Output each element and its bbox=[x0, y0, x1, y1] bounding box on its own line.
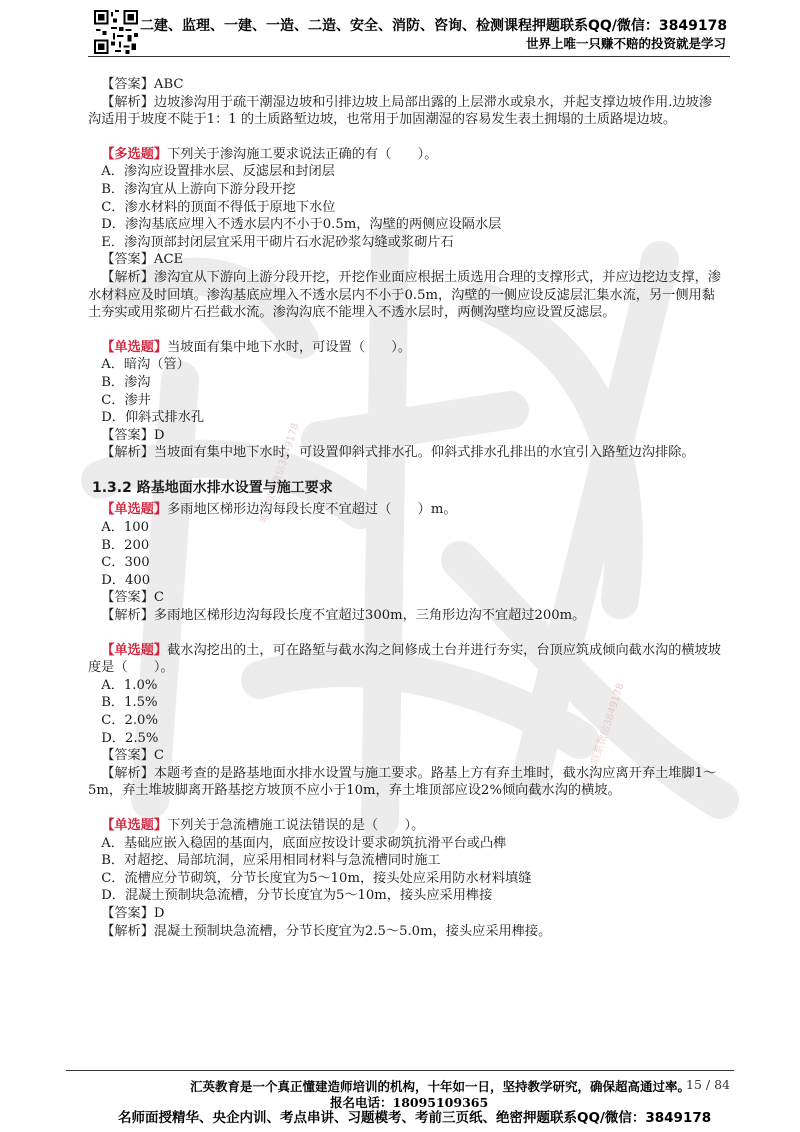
question-text: 多雨地区梯形边沟每段长度不宜超过（ ）m。 bbox=[167, 502, 457, 518]
option-a: A．暗沟（管） bbox=[101, 357, 190, 373]
option-c: C．300 bbox=[101, 555, 150, 571]
option-b: B．渗沟 bbox=[101, 374, 151, 390]
answer-text: 【答案】ABC bbox=[101, 77, 184, 92]
question-stem bbox=[88, 146, 724, 164]
header-slogan: 世界上唯一只赚不赔的投资就是学习 bbox=[525, 36, 726, 51]
watermark-text: 唯一联系微信3849178 bbox=[583, 681, 627, 785]
question-type-tag: 【单选题】 bbox=[101, 817, 168, 833]
option-a: A．渗沟应设置排水层、反滤层和封闭层 bbox=[101, 164, 335, 180]
option-c: C．流槽应分节砌筑，分节长度宜为5～10m，接头处应采用防水材料填缝 bbox=[101, 870, 532, 886]
analysis-text: 【解析】混凝土预制块急流槽，分节长度宜为2.5～5.0m，接头应采用榫接。 bbox=[101, 923, 552, 939]
option-b: B．渗沟宜从上游向下游分段开挖 bbox=[101, 181, 296, 197]
page-number: 15 / 84 bbox=[686, 1077, 730, 1092]
answer-block-previous bbox=[88, 76, 724, 129]
question-type-tag: 【单选题】 bbox=[101, 642, 168, 658]
option-a: A．1.0% bbox=[101, 677, 158, 693]
question-type-tag: 【单选题】 bbox=[101, 339, 168, 355]
analysis-text: 【解析】渗沟宜从下游向上游分段开挖，开挖作业面应根据土质选用合理的支撑形式，并应边挖边支撑，渗水材料应及时回填。渗沟基底应埋入不透水层内不小于0.5m，沟壁的一侧应设反滤层汇集水流，另一侧用黏土夯实或用浆砌片石拦截水流。渗沟沟底不能埋入不透水层时，两侧沟壁均应设置反滤层。 bbox=[88, 269, 721, 321]
analysis-text: 【解析】多雨地区梯形边沟每段长度不宜超过300m，三角形边沟不宜超过200m。 bbox=[101, 608, 586, 624]
option-b: B．200 bbox=[101, 537, 150, 553]
footer-intro-text: 汇英教育是一个真正懂建造师培训的机构，十年如一日，坚持教学研究，确保超高通过率。 bbox=[190, 1079, 691, 1094]
question-type-tag: 【单选题】 bbox=[101, 502, 168, 518]
footer-phone: 报名电话：18095109365 bbox=[330, 1095, 489, 1110]
answer-text: 【答案】D bbox=[101, 427, 165, 443]
footer-divider bbox=[66, 1070, 734, 1071]
question-1 bbox=[88, 146, 724, 322]
option-a: A．100 bbox=[101, 520, 150, 536]
question-4 bbox=[88, 642, 724, 800]
section-heading: 1.3.2 路基地面水排水设置与施工要求 bbox=[92, 479, 333, 496]
qr-code-icon bbox=[94, 10, 138, 54]
option-c: C．渗井 bbox=[101, 392, 151, 408]
answer-text: 【答案】D bbox=[101, 905, 165, 921]
page-content bbox=[88, 76, 724, 940]
question-type-tag: 【多选题】 bbox=[101, 146, 168, 162]
question-stem bbox=[88, 642, 724, 677]
option-a: A．基础应嵌入稳固的基面内，底面应按设计要求砌筑抗滑平台或凸榫 bbox=[101, 835, 507, 851]
option-b: B．1.5% bbox=[101, 695, 158, 711]
question-text: 当坡面有集中地下水时，可设置（ ）。 bbox=[167, 339, 412, 355]
option-d: D．400 bbox=[101, 572, 151, 588]
question-text: 截水沟挖出的土，可在路堑与截水沟之间修成土台并进行夯实，台顶应筑成倾向截水沟的横坡坡度是（ ）。 bbox=[88, 642, 721, 676]
question-stem bbox=[88, 339, 724, 357]
option-d: D．2.5% bbox=[101, 730, 159, 746]
question-text: 下列关于渗沟施工要求说法正确的有（ ）。 bbox=[167, 146, 438, 162]
analysis-text: 【解析】边坡渗沟用于疏干潮湿边坡和引排边坡上局部出露的上层滞水或泉水，并起支撑边坡作用.边坡渗沟适用于坡度不陡于1：1 的土质路堑边坡，也常用于加固潮湿的容易发生表土拥塌的土质路堤边坡。 bbox=[88, 94, 713, 128]
option-d: D．渗沟基底应埋入不透水层内不小于0.5m，沟壁的两侧应设隔水层 bbox=[101, 217, 502, 233]
option-c: C．渗水材料的顶面不得低于原地下水位 bbox=[101, 199, 336, 215]
header-divider bbox=[88, 56, 730, 57]
answer-text: 【答案】ACE bbox=[101, 252, 184, 268]
option-d: D．混凝土预制块急流槽，分节长度宜为5～10m，接头应采用榫接 bbox=[101, 888, 493, 904]
question-5 bbox=[88, 817, 724, 940]
answer-text: 【答案】C bbox=[101, 748, 165, 764]
header-promo-text: 二建、监理、一建、一造、二造、安全、消防、咨询、检测课程押题联系QQ/微信：3849178 bbox=[140, 18, 728, 34]
question-stem bbox=[88, 501, 724, 519]
option-c: C．2.0% bbox=[101, 713, 158, 728]
question-stem bbox=[88, 817, 724, 835]
page-header bbox=[0, 0, 800, 64]
question-2 bbox=[88, 339, 724, 462]
option-e: E．渗沟顶部封闭层宜采用干砌片石水泥砂浆勾缝或浆砌片石 bbox=[101, 234, 454, 250]
question-text: 下列关于急流槽施工说法错误的是（ ）。 bbox=[167, 817, 425, 833]
analysis-text: 【解析】本题考查的是路基地面水排水设置与施工要求。路基上方有弃土堆时，截水沟应离开弃土堆脚1～5m，弃土堆坡脚离开路基挖方坡顶不应小于10m，弃土堆顶部应设2%倾向截水沟的横坡。 bbox=[88, 765, 717, 799]
question-3 bbox=[88, 501, 724, 624]
answer-text: 【答案】C bbox=[101, 590, 165, 606]
option-d: D．仰斜式排水孔 bbox=[101, 410, 205, 426]
analysis-text: 【解析】当坡面有集中地下水时，可设置仰斜式排水孔。仰斜式排水孔排出的水宜引入路堑边沟排除。 bbox=[101, 445, 695, 461]
footer-promo-text: 名师面授精华、央企内训、考点串讲、习题模考、考前三页纸、绝密押题联系QQ/微信：3849178 bbox=[118, 1110, 712, 1126]
watermark-text: 唯一联系微信3849178 bbox=[258, 421, 302, 525]
option-b: B．对超挖、局部坑洞，应采用相同材料与急流槽同时施工 bbox=[101, 853, 441, 869]
